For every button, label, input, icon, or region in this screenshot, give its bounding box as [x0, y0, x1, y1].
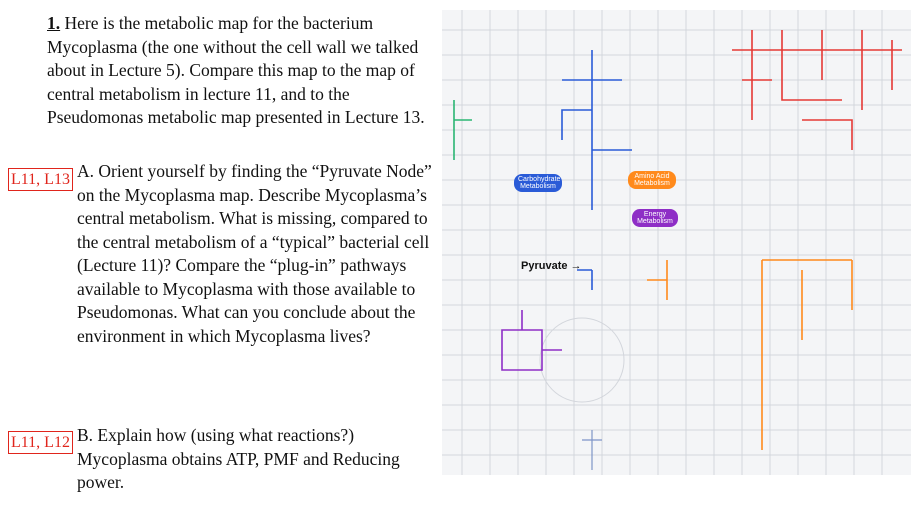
metabolic-map-lines: [442, 10, 911, 475]
pyruvate-label: Pyruvate →: [521, 260, 582, 272]
carbohydrate-metabolism-pill: Carbohydrate Metabolism: [514, 174, 562, 192]
part-a-text: A. Orient yourself by finding the “Pyruvate Node” on the Mycoplasma map. Describe Mycoplasma’s central metabolism. What is missing, compared to the central metabolism of a “typical” bacterial cell (Lecture 11)? Compare the “plug-in” pathways available to Mycoplasma with those available to Pseudomonas. What can you conclude about the environment in which Mycoplasma lives?: [77, 161, 432, 346]
lecture-tag-a: L11, L13: [8, 168, 73, 191]
lecture-tag-b: L11, L12: [8, 431, 73, 454]
metabolic-map-image: [442, 10, 911, 475]
amino-acid-metabolism-pill: Amino Acid Metabolism: [628, 171, 676, 189]
question-number: 1.: [47, 13, 61, 33]
question-1: [47, 12, 432, 130]
energy-metabolism-pill: Energy Metabolism: [632, 209, 678, 227]
part-b-text: B. Explain how (using what reactions?) Mycoplasma obtains ATP, PMF and Reducing power.: [77, 425, 400, 492]
question-intro: Here is the metabolic map for the bacterium Mycoplasma (the one without the cell wall we talked about in Lecture 5). Compare this map to the map of central metabolism in lecture 11, and to the Pseudomonas metabolic map presented in Lecture 13.: [47, 13, 425, 127]
